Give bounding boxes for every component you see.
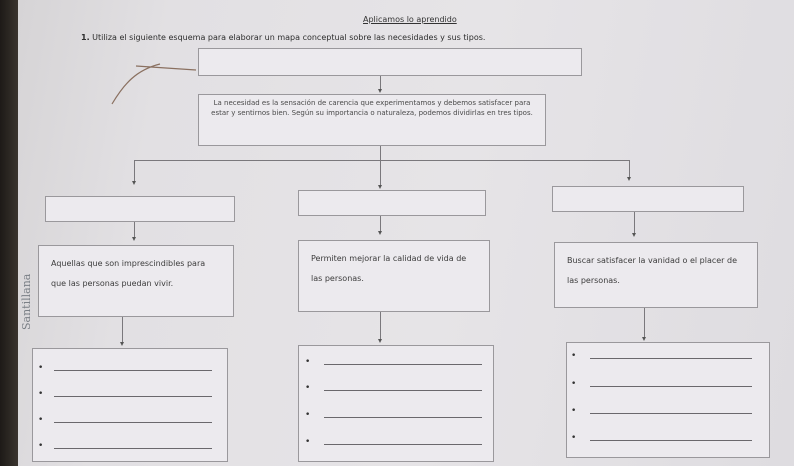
instruction-number: 1.: [81, 33, 90, 42]
binder-margin: [0, 0, 18, 466]
arrow-down-icon: [378, 339, 382, 343]
arrow-down-icon: [632, 233, 636, 237]
connector-line: [634, 212, 635, 234]
bullet: •: [305, 437, 311, 447]
examples-box-1: [32, 348, 228, 462]
arrow-down-icon: [378, 89, 382, 93]
connector-line: [380, 160, 381, 186]
category-description-box-2: [298, 240, 490, 312]
worksheet-title: Aplicamos lo aprendido: [363, 15, 457, 24]
bullet: •: [38, 363, 44, 373]
connector-line: [380, 312, 381, 340]
pencil-scribble-icon: [110, 58, 200, 106]
worksheet-page: [18, 0, 794, 466]
arrow-down-icon: [120, 342, 124, 346]
concept-title-box[interactable]: [198, 48, 582, 76]
connector-line: [134, 160, 630, 161]
bullet: •: [38, 415, 44, 425]
category-description-2: Permiten mejorar la calidad de vida de las personas.: [311, 254, 467, 283]
answer-line[interactable]: [590, 358, 752, 359]
answer-line[interactable]: [590, 386, 752, 387]
answer-line[interactable]: [54, 422, 212, 423]
connector-line: [644, 308, 645, 338]
answer-line[interactable]: [590, 413, 752, 414]
instruction-text: [81, 33, 485, 42]
arrow-down-icon: [378, 231, 382, 235]
type-name-box-3[interactable]: [552, 186, 744, 212]
answer-line[interactable]: [54, 448, 212, 449]
bullet: •: [38, 389, 44, 399]
answer-line[interactable]: [54, 396, 212, 397]
arrow-down-icon: [627, 177, 631, 181]
connector-line: [380, 216, 381, 232]
category-description-3: Buscar satisfacer la vanidad o el placer de las personas.: [567, 256, 738, 285]
arrow-down-icon: [378, 185, 382, 189]
arrow-down-icon: [132, 181, 136, 185]
bullet: •: [571, 406, 577, 416]
connector-line: [134, 160, 135, 182]
connector-line: [380, 76, 381, 90]
answer-line[interactable]: [324, 364, 482, 365]
connector-line: [122, 317, 123, 343]
connector-line: [134, 222, 135, 238]
connector-line: [380, 146, 381, 160]
bullet: •: [571, 351, 577, 361]
bullet: •: [305, 410, 311, 420]
arrow-down-icon: [132, 237, 136, 241]
category-description-1: Aquellas que son imprescindibles para que las personas puedan vivir.: [51, 259, 206, 288]
type-name-box-2[interactable]: [298, 190, 486, 216]
bullet: •: [305, 357, 311, 367]
definition-box: [198, 94, 546, 146]
arrow-down-icon: [642, 337, 646, 341]
type-name-box-1[interactable]: [45, 196, 235, 222]
bullet: •: [305, 383, 311, 393]
answer-line[interactable]: [590, 440, 752, 441]
category-description-box-3: [554, 242, 758, 308]
answer-line[interactable]: [54, 370, 212, 371]
answer-line[interactable]: [324, 444, 482, 445]
category-description-box-1: [38, 245, 234, 317]
answer-line[interactable]: [324, 390, 482, 391]
definition-text: La necesidad es la sensación de carencia que experimentamos y debemos satisfacer para estar y sentirnos bien. Según su importancia o naturaleza, podemos dividirlas en tres tipos.: [211, 99, 533, 117]
bullet: •: [571, 379, 577, 389]
instruction-body: Utiliza el siguiente esquema para elaborar un mapa conceptual sobre las necesidades y sus tipos.: [92, 33, 486, 42]
margin-watermark: Santillana: [20, 273, 33, 330]
bullet: •: [38, 441, 44, 451]
connector-line: [629, 160, 630, 178]
bullet: •: [571, 433, 577, 443]
answer-line[interactable]: [324, 417, 482, 418]
